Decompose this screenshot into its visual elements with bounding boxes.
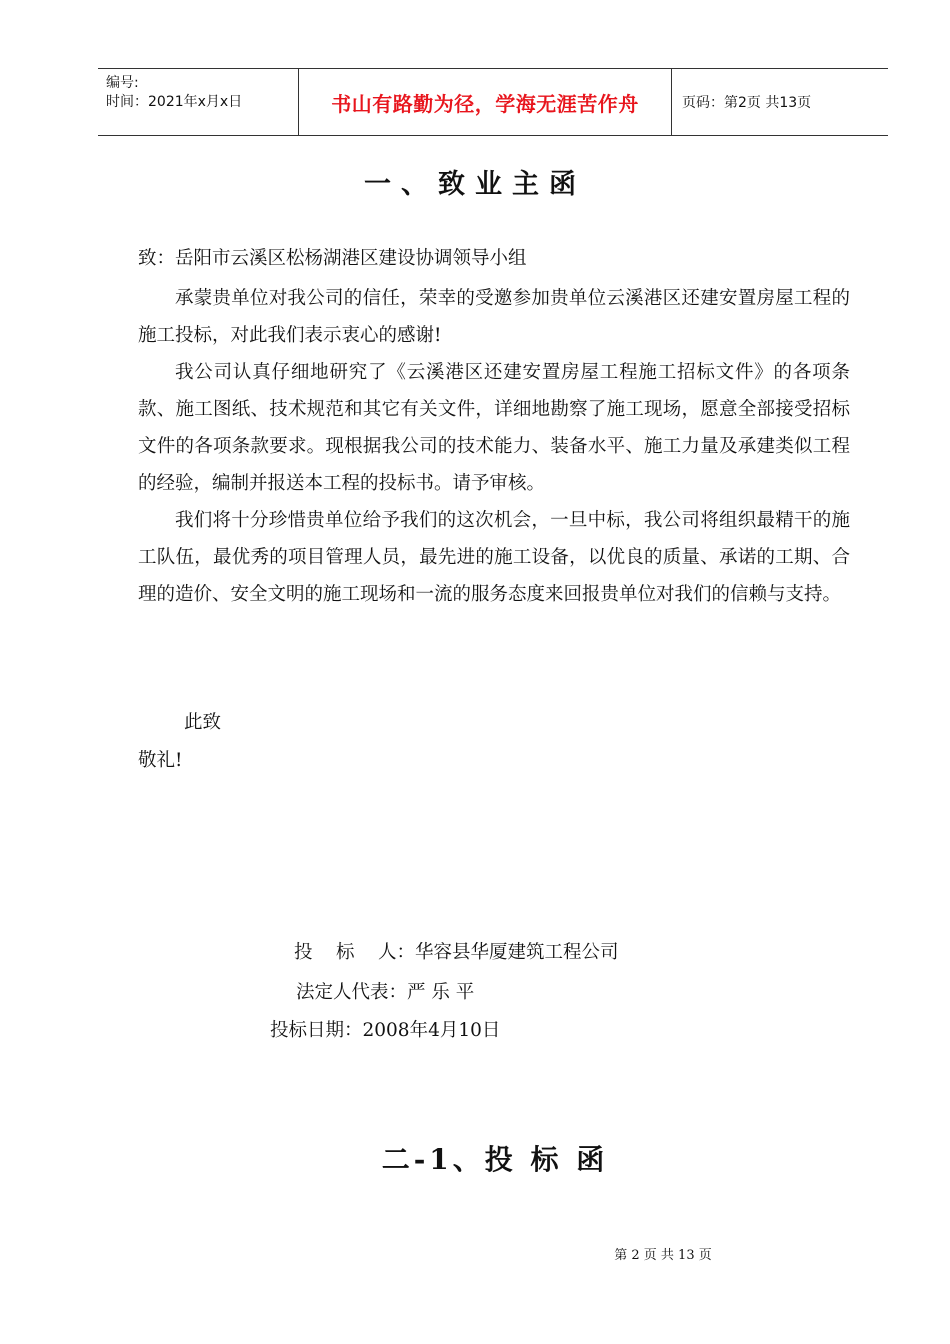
header-meta-cell: [98, 69, 299, 135]
page-header: [98, 68, 888, 136]
letter-closing-1: 此致: [184, 712, 222, 733]
section-title-letter-to-owner: 一、致业主函: [364, 169, 586, 200]
letter-body: [138, 280, 850, 613]
letter-paragraph-2: 我公司认真仔细地研究了《云溪港区还建安置房屋工程施工招标文件》的各项条款、施工图纸、技术规范和其它有关文件，详细地勘察了施工现场，愿意全部接受招标文件的各项条款要求。现根据我公司的技术能力、装备水平、施工力量及承建类似工程的经验，编制并报送本工程的投标书。请予审核。: [138, 362, 850, 494]
letter-paragraph-1: 承蒙贵单位对我公司的信任，荣幸的受邀参加贵单位云溪港区还建安置房屋工程的施工投标，对此我们表示衷心的感谢!: [138, 288, 850, 346]
section-title-bid-letter: 二-1、投 标 函: [381, 1143, 609, 1176]
document-time-label: 时间：2021年x月x日: [106, 94, 243, 110]
letter-closing-2: 敬礼!: [138, 750, 183, 771]
header-motto-cell: [299, 69, 672, 135]
bidder-line: 投 标 人：华容县华厦建筑工程公司: [294, 942, 619, 963]
letter-recipient: 致：岳阳市云溪区松杨湖港区建设协调领导小组: [138, 248, 527, 269]
header-motto: 书山有路勤为径，学海无涯苦作舟: [331, 91, 639, 116]
legal-representative-line: 法定人代表：严 乐 平: [296, 982, 475, 1003]
page-footer: 第 2 页 共 13 页: [614, 1248, 712, 1263]
bid-date-line: 投标日期：2008年4月10日: [270, 1020, 501, 1041]
document-number-label: 编号:: [106, 75, 139, 91]
header-page-info: 页码：第2页 共13页: [682, 95, 812, 111]
letter-paragraph-3: 我们将十分珍惜贵单位给予我们的这次机会，一旦中标，我公司将组织最精干的施工队伍，最优秀的项目管理人员，最先进的施工设备，以优良的质量、承诺的工期、合理的造价、安全文明的施工现场和一流的服务态度来回报贵单位对我们的信赖与支持。: [138, 510, 850, 605]
